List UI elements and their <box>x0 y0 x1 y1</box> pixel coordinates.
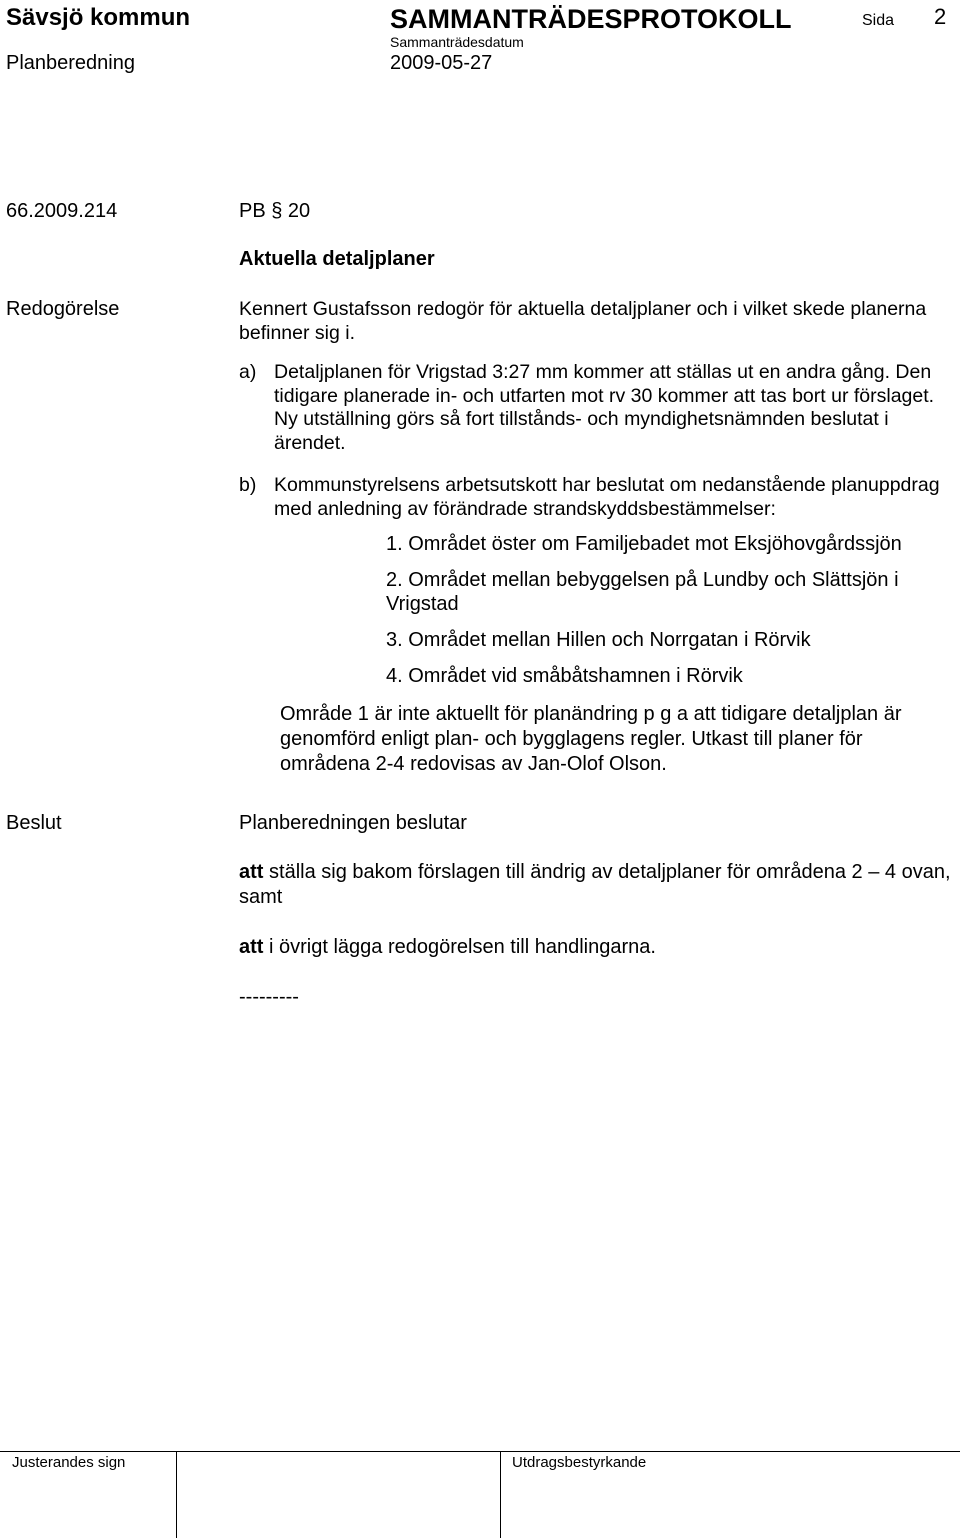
decision-text: ställa sig bakom förslagen till ändrig av detaljplaner för områdena 2 – 4 ovan, samt <box>239 861 951 908</box>
point-b-letter: b) <box>239 474 257 496</box>
adjusters-sign-label: Justerandes sign <box>12 1454 126 1471</box>
decision-clause-2 <box>239 935 954 960</box>
point-b-text: Kommunstyrelsens arbetsutskott har beslutat om nedanstående planuppdrag med anledning av förändrade strandskyddsbestämmelser: <box>274 474 940 520</box>
list-item: 2. Området mellan bebyggelsen på Lundby och Slättsjön i Vrigstad <box>386 569 899 615</box>
page-label: Sida <box>862 12 895 29</box>
point-a-letter: a) <box>239 361 257 383</box>
committee-name: Planberedning <box>6 52 135 74</box>
list-item: 1. Området öster om Familjebadet mot Eksjöhovgårdssjön <box>386 533 902 555</box>
reference-number: 66.2009.214 <box>6 200 118 222</box>
decision-clause-1 <box>239 860 954 910</box>
municipality-name: Sävsjö kommun <box>6 4 191 31</box>
list-item: 4. Området vid småbåtshamnen i Rörvik <box>386 665 743 687</box>
account-label: Redogörelse <box>6 298 120 320</box>
footer-rule <box>0 1451 960 1452</box>
footer-divider <box>500 1451 501 1538</box>
decision-keyword: att <box>239 936 264 958</box>
meeting-date: 2009-05-27 <box>390 52 493 74</box>
decision-keyword: att <box>239 861 264 883</box>
account-intro: Kennert Gustafsson redogör för aktuella detaljplaner och i vilket skede planerna befinner sig i. <box>239 298 927 344</box>
decision-label: Beslut <box>6 812 62 834</box>
document-title: SAMMANTRÄDESPROTOKOLL <box>390 4 792 34</box>
point-a-text: Detaljplanen för Vrigstad 3:27 mm kommer att ställas ut en andra gång. Den tidigare planerade in- och utfarten mot rv 30 kommer att tas bort ur förslaget. Ny utställning görs så fort tillstånds- och myndighetsnämnden beslutat i ärendet. <box>274 361 935 454</box>
item-heading: Aktuella detaljplaner <box>239 248 435 270</box>
footer-divider <box>176 1451 177 1538</box>
page-number: 2 <box>934 4 947 29</box>
paragraph-number: PB § 20 <box>239 200 311 222</box>
meeting-date-label: Sammanträdesdatum <box>390 34 524 50</box>
account-summary: Område 1 är inte aktuellt för planändring p g a att tidigare detaljplan är genomförd enligt plan- och bygglagens regler. Utkast till planer för områdena 2-4 redovisas av Jan-Olof Olson. <box>280 703 902 775</box>
list-item: 3. Området mellan Hillen och Norrgatan i Rörvik <box>386 629 811 651</box>
decision-text: i övrigt lägga redogörelsen till handlingarna. <box>269 936 656 958</box>
end-separator: --------- <box>239 986 299 1008</box>
committee-decides: Planberedningen beslutar <box>239 812 467 834</box>
certified-extract-label: Utdragsbestyrkande <box>512 1454 647 1471</box>
